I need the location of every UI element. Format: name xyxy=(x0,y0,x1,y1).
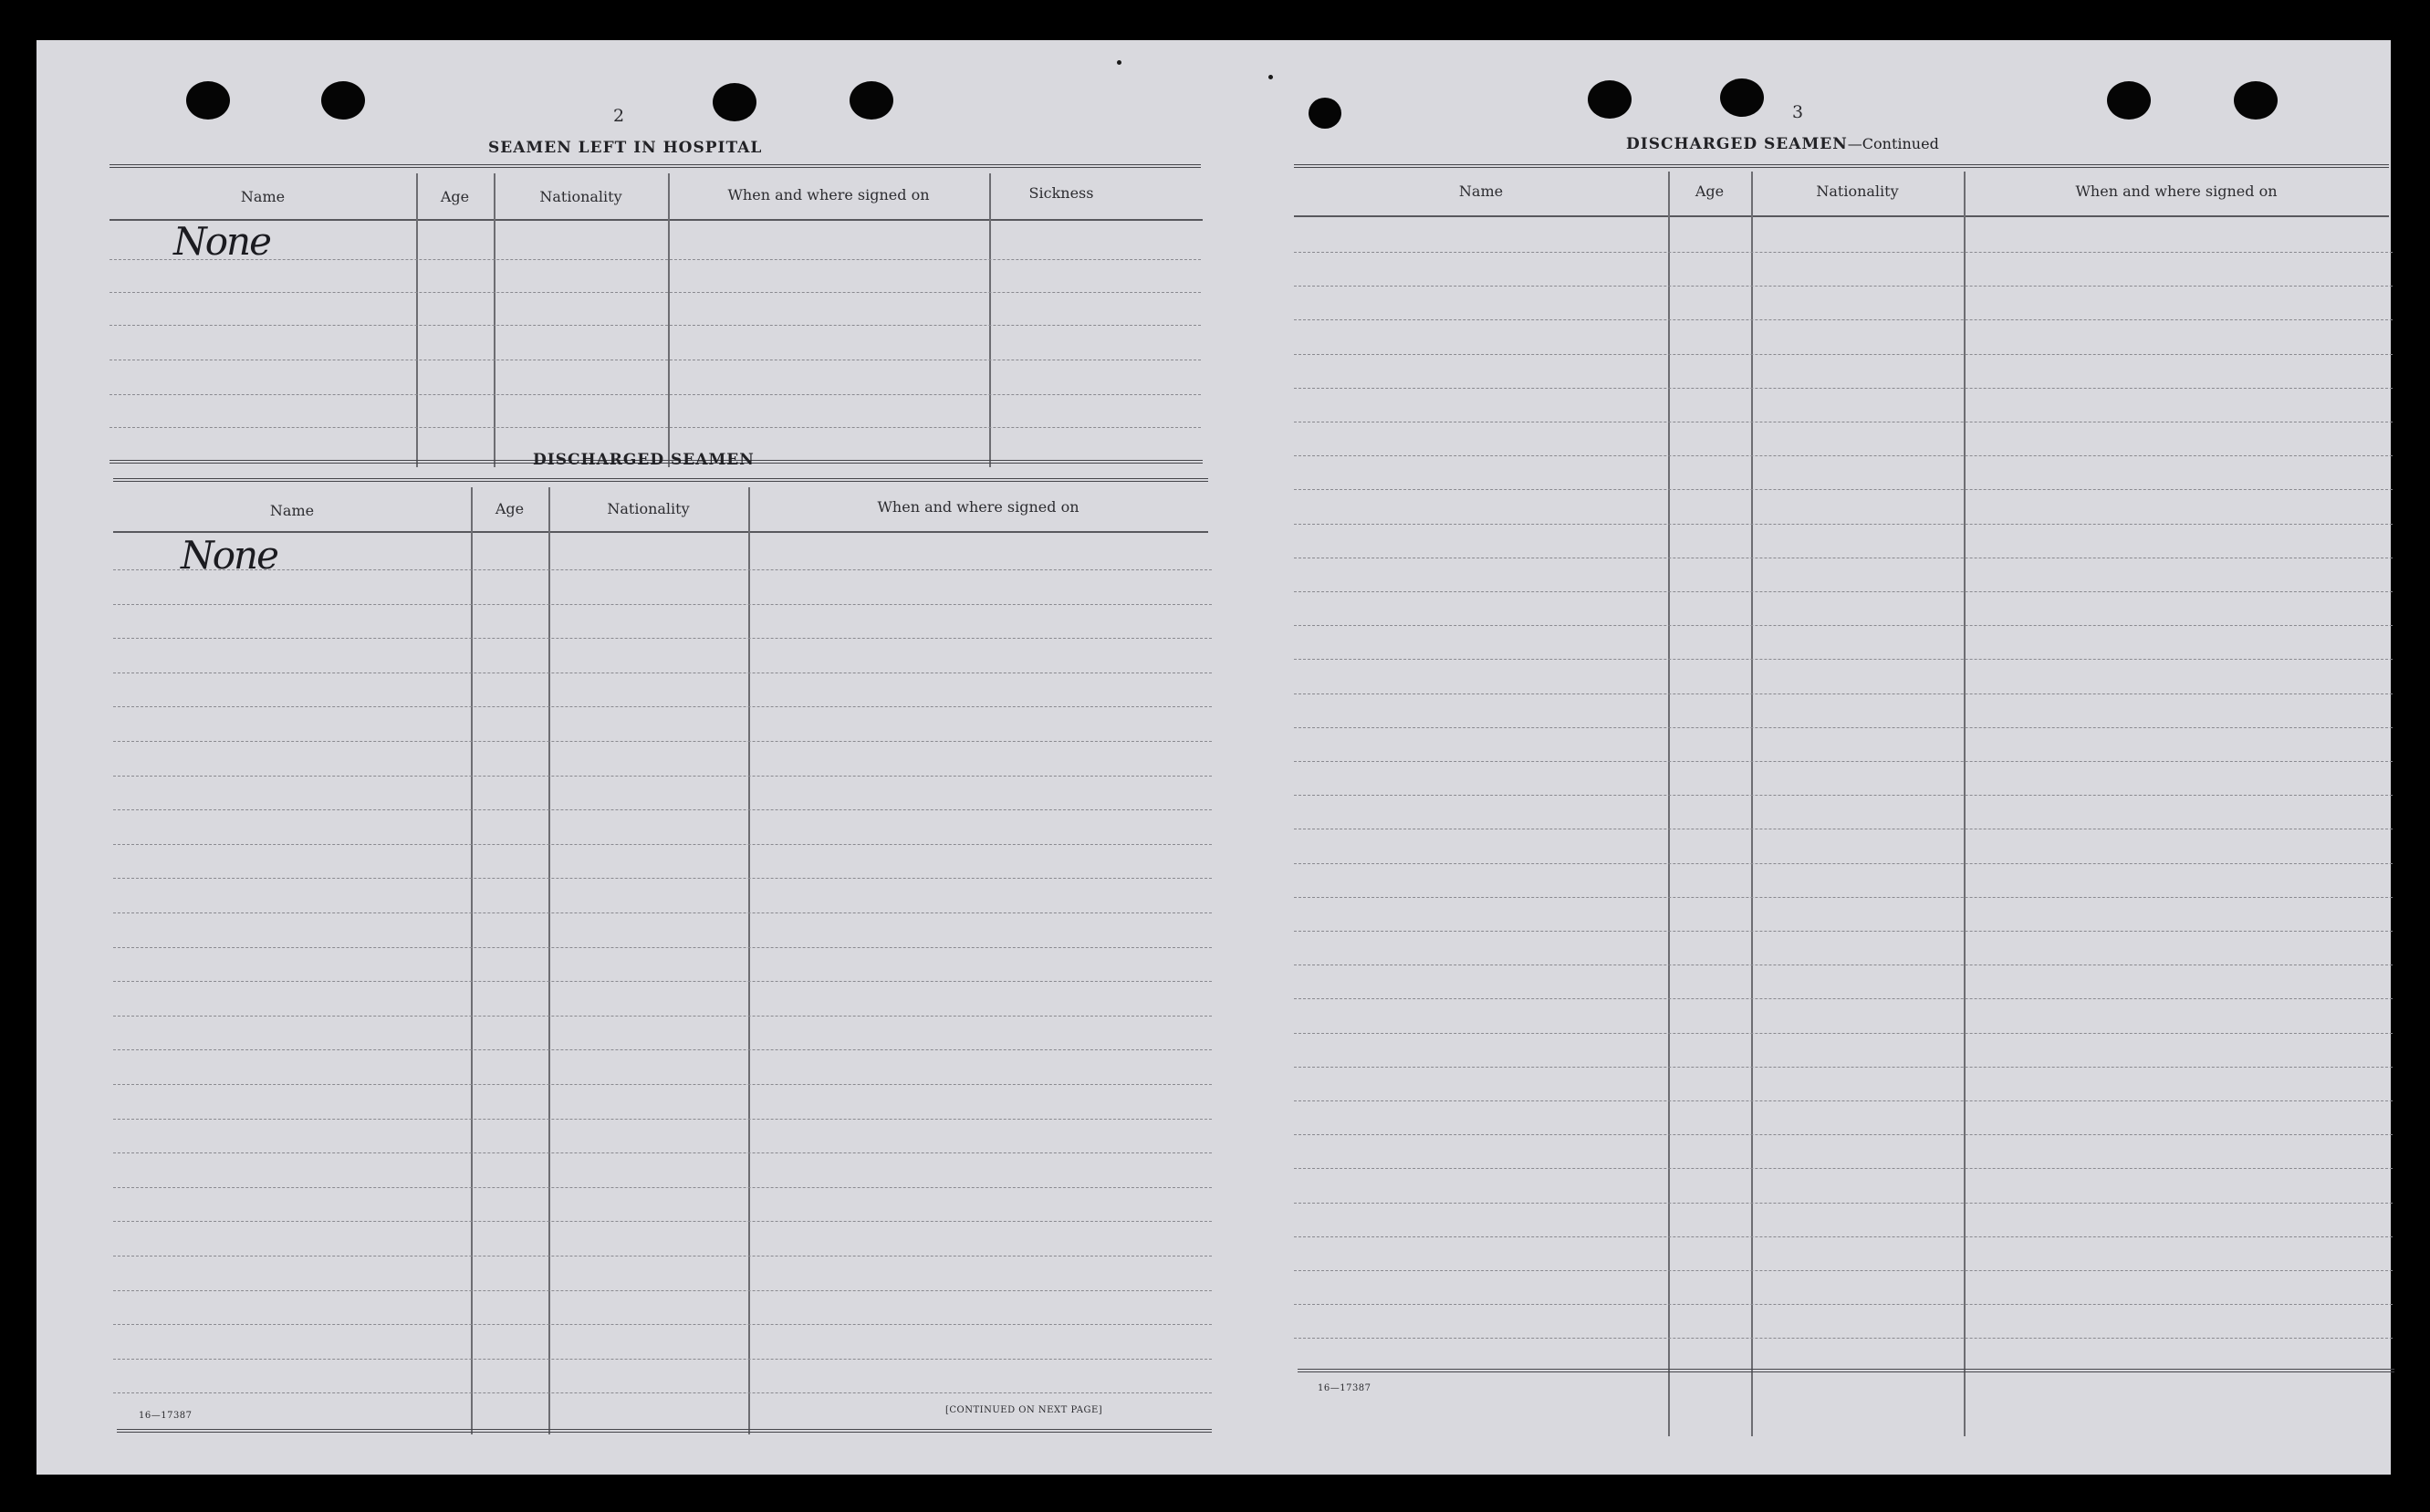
right-divider xyxy=(1668,172,1670,1436)
right-section-title xyxy=(1626,135,1939,153)
hospital-top-rule xyxy=(110,164,1201,168)
table-row-line xyxy=(113,1187,1212,1188)
punch-hole xyxy=(713,83,756,121)
table-row-line xyxy=(1294,1134,2393,1135)
hospital-header-rule xyxy=(110,219,1203,221)
table-row-line xyxy=(113,741,1212,742)
hospital-handwritten-entry: None xyxy=(173,219,270,264)
punch-hole xyxy=(2107,81,2151,120)
table-row-line xyxy=(113,1084,1212,1085)
table-row-line xyxy=(1294,354,2393,355)
table-row-line xyxy=(113,1290,1212,1291)
table-row-line xyxy=(1294,489,2393,490)
table-row-line xyxy=(113,1049,1212,1050)
hospital-divider xyxy=(494,173,495,467)
table-row-line xyxy=(113,776,1212,777)
table-row-line xyxy=(113,1392,1212,1393)
table-row-line xyxy=(113,809,1212,810)
right-col-age: Age xyxy=(1695,182,1725,200)
table-row-line xyxy=(113,1359,1212,1360)
table-row-line xyxy=(1294,388,2393,389)
table-row-line xyxy=(113,1152,1212,1153)
right-col-nationality: Nationality xyxy=(1816,182,1899,200)
discharged-col-nationality: Nationality xyxy=(607,500,690,517)
form-number-right: 16—17387 xyxy=(1318,1383,1371,1393)
discharged-bottom-rule xyxy=(117,1429,1212,1433)
table-row-line xyxy=(1294,1270,2393,1271)
punch-hole xyxy=(321,81,365,120)
right-section-title-text: DISCHARGED SEAMEN xyxy=(1626,135,1848,153)
right-divider xyxy=(1751,172,1753,1436)
table-row-line xyxy=(1294,659,2393,660)
right-header-rule xyxy=(1294,215,2389,217)
table-row-line xyxy=(1294,524,2393,525)
hospital-row-line xyxy=(110,394,1201,395)
table-row-line xyxy=(1294,998,2393,999)
table-row-line xyxy=(1294,1338,2393,1339)
punch-hole xyxy=(186,81,230,120)
right-top-rule xyxy=(1294,164,2389,168)
discharged-divider xyxy=(748,487,750,1434)
table-row-line xyxy=(1294,591,2393,592)
table-row-line xyxy=(1294,252,2393,253)
hospital-row-line xyxy=(110,259,1201,260)
ink-speck xyxy=(1268,75,1273,79)
punch-hole xyxy=(1720,78,1764,117)
hospital-row-line xyxy=(110,325,1201,326)
table-row-line xyxy=(1294,1100,2393,1101)
right-divider xyxy=(1964,172,1966,1436)
punch-hole xyxy=(850,81,893,120)
table-row-line xyxy=(113,604,1212,605)
hospital-divider xyxy=(416,173,418,467)
punch-hole xyxy=(1588,80,1632,119)
page-number-left: 2 xyxy=(613,106,625,126)
discharged-col-age: Age xyxy=(495,500,525,517)
table-row-line xyxy=(113,1256,1212,1257)
table-row-line xyxy=(113,981,1212,982)
table-row-line xyxy=(113,1119,1212,1120)
table-row-line xyxy=(113,947,1212,948)
table-row-line xyxy=(1294,455,2393,456)
table-row-line xyxy=(113,1221,1212,1222)
right-bottom-rule xyxy=(1298,1369,2394,1372)
hospital-col-nationality: Nationality xyxy=(539,188,622,205)
table-row-line xyxy=(1294,693,2393,694)
table-row-line xyxy=(113,844,1212,845)
discharged-header-rule xyxy=(113,531,1208,533)
right-col-signed-on: When and where signed on xyxy=(2075,182,2278,200)
right-col-name: Name xyxy=(1458,182,1504,200)
hospital-section-title: SEAMEN LEFT IN HOSPITAL xyxy=(488,139,763,157)
table-row-line xyxy=(1294,863,2393,864)
discharged-divider xyxy=(548,487,550,1434)
table-row-line xyxy=(1294,625,2393,626)
continued-note: [CONTINUED ON NEXT PAGE] xyxy=(945,1405,1103,1415)
discharged-top-rule xyxy=(113,478,1208,482)
table-row-line xyxy=(1294,1236,2393,1237)
table-row-line xyxy=(1294,1168,2393,1169)
table-row-line xyxy=(1294,1067,2393,1068)
table-row-line xyxy=(113,1324,1212,1325)
hospital-divider xyxy=(989,173,991,467)
table-row-line xyxy=(1294,1203,2393,1204)
table-row-line xyxy=(1294,761,2393,762)
table-row-line xyxy=(113,1016,1212,1017)
hospital-row-line xyxy=(110,292,1201,293)
table-row-line xyxy=(1294,931,2393,932)
hospital-divider xyxy=(668,173,670,467)
hospital-col-sickness: Sickness xyxy=(1028,184,1094,202)
discharged-col-name: Name xyxy=(269,502,315,519)
table-row-line xyxy=(113,638,1212,639)
table-row-line xyxy=(113,569,1212,570)
right-section-title-suffix: —Continued xyxy=(1847,135,1939,152)
table-row-line xyxy=(113,912,1212,913)
table-row-line xyxy=(1294,795,2393,796)
page-number-right: 3 xyxy=(1792,102,1804,122)
form-sheet xyxy=(37,40,2391,1475)
hospital-col-signed-on: When and where signed on xyxy=(727,186,930,203)
hospital-col-age: Age xyxy=(440,188,470,205)
hospital-row-line xyxy=(110,427,1201,428)
hospital-col-name: Name xyxy=(240,188,286,205)
table-row-line xyxy=(1294,727,2393,728)
ink-speck xyxy=(1117,60,1121,65)
punch-hole xyxy=(1309,98,1341,129)
table-row-line xyxy=(1294,1033,2393,1034)
table-row-line xyxy=(1294,286,2393,287)
discharged-divider xyxy=(471,487,473,1434)
punch-hole xyxy=(2234,81,2278,120)
discharged-col-signed-on: When and where signed on xyxy=(877,498,1079,516)
table-row-line xyxy=(1294,897,2393,898)
table-row-line xyxy=(113,878,1212,879)
discharged-section-title: DISCHARGED SEAMEN xyxy=(533,451,755,469)
table-row-line xyxy=(113,706,1212,707)
table-row-line xyxy=(1294,1304,2393,1305)
form-number-left: 16—17387 xyxy=(139,1411,193,1421)
discharged-handwritten-entry: None xyxy=(181,533,277,578)
table-row-line xyxy=(1294,319,2393,320)
